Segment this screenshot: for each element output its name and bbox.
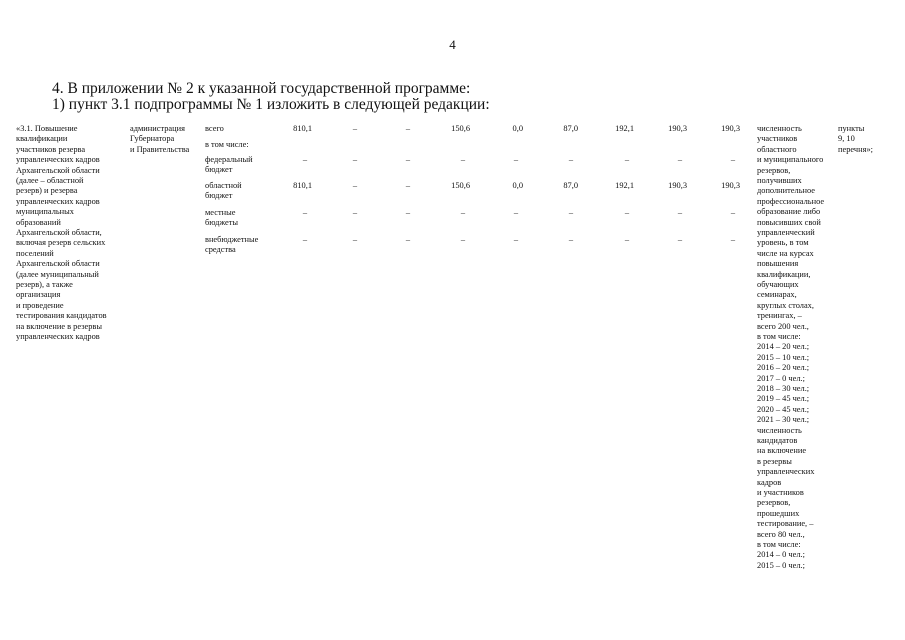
value-dash: – [624, 155, 630, 164]
value-dash: – [677, 155, 683, 164]
result-line: получивших [757, 176, 802, 185]
result-line: участников [757, 134, 798, 144]
result-line: круглых столах, [757, 300, 814, 310]
result-line: дополнительное [757, 186, 816, 196]
funding-source-label: всего [205, 124, 224, 133]
value-cell: 87,0 [563, 181, 578, 190]
result-line: областного [757, 144, 797, 154]
result-line: всего 200 чел., [757, 321, 809, 331]
measure-name-line: участников резерва [16, 144, 86, 154]
value-dash: – [568, 155, 574, 164]
result-line: и муниципального [757, 155, 824, 165]
reference-line: 9, 10 [838, 134, 855, 144]
executor-line: Губернатора [130, 134, 175, 144]
value-dash: – [568, 208, 574, 217]
result-line: всего 80 чел., [757, 529, 805, 539]
reference-line: перечня»; [838, 144, 873, 154]
result-line: 2015 – 10 чел.; [757, 352, 810, 362]
funding-source-label: местные бюджеты [205, 208, 239, 228]
result-line: образование либо [757, 207, 821, 217]
value-dash: – [513, 155, 519, 164]
measure-name-line: Архангельской области, [16, 228, 102, 237]
measure-name-line: поселений [16, 248, 54, 258]
result-line: уровень, в том [757, 238, 809, 248]
result-line: в том числе: [757, 540, 801, 549]
result-line: на включение [757, 446, 807, 456]
value-cell: 0,0 [512, 124, 523, 133]
executor-line: и Правительства [130, 144, 190, 154]
result-line: 2017 – 0 чел.; [757, 373, 805, 383]
measure-name-line: на включение в резервы [16, 321, 102, 331]
result-line: профессиональное [757, 196, 825, 206]
result-line: 2014 – 20 чел.; [757, 342, 810, 352]
value-dash: – [405, 208, 411, 217]
value-cell: 0,0 [512, 181, 523, 190]
value-cell: 190,3 [721, 124, 740, 133]
measure-name-line: (далее муниципальный [16, 269, 99, 279]
value-dash: – [460, 208, 466, 217]
value-cell: 190,3 [721, 181, 740, 190]
result-line: повысивших свой [757, 217, 821, 227]
result-line: численность [757, 425, 802, 435]
value-dash: – [460, 155, 466, 164]
result-line: 2019 – 45 чел.; [757, 394, 810, 404]
value-dash: – [624, 235, 630, 244]
result-line: прошедших [757, 508, 800, 518]
value-cell: 192,1 [615, 181, 634, 190]
result-line: управленческих [757, 467, 815, 477]
result-line: и участников [757, 488, 804, 497]
value-cell: 190,3 [668, 181, 687, 190]
value-dash: – [405, 155, 411, 164]
value-dash: – [730, 155, 736, 164]
reference-line: пункты [838, 124, 865, 133]
value-dash: – [460, 235, 466, 244]
value-dash: – [352, 235, 358, 244]
executor-line: администрация [130, 124, 185, 133]
result-line: численность [757, 124, 802, 133]
result-line: 2014 – 0 чел.; [757, 550, 805, 560]
measure-name-line: управленческих кадров [16, 155, 100, 165]
result-line: в резервы [757, 456, 792, 466]
value-dash: – [405, 124, 411, 133]
measure-name-line: резерв), а также [16, 280, 73, 289]
value-cell: 190,3 [668, 124, 687, 133]
measure-name-line: квалификации [16, 134, 68, 144]
result-line: семинарах, [757, 290, 797, 300]
value-dash: – [302, 235, 308, 244]
result-line: резервов, [757, 498, 791, 508]
measure-name-line: «3.1. Повышение [16, 124, 78, 133]
value-dash: – [730, 208, 736, 217]
result-line: квалификации, [757, 269, 811, 279]
measure-name-line: муниципальных [16, 207, 74, 217]
value-cell: 87,0 [563, 124, 578, 133]
result-line: тестирование, – [757, 519, 814, 529]
measure-name-line: управленческих кадров [16, 196, 100, 206]
value-dash: – [302, 155, 308, 164]
measure-name-line: Архангельской области [16, 259, 100, 269]
value-dash: – [405, 235, 411, 244]
value-dash: – [352, 155, 358, 164]
value-dash: – [568, 235, 574, 244]
heading-line-1: 4. В приложении № 2 к указанной государственной программе: [52, 80, 471, 97]
result-line: управленческий [757, 228, 815, 237]
result-line: числе на курсах [757, 248, 814, 258]
result-line: 2015 – 0 чел.; [757, 560, 805, 570]
result-line: обучающих [757, 280, 799, 289]
value-dash: – [352, 181, 358, 190]
measure-name-line: управленческих кадров [16, 332, 100, 341]
result-line: повышения [757, 259, 799, 269]
result-line: кадров [757, 477, 782, 487]
value-dash: – [302, 208, 308, 217]
result-line: кандидатов [757, 436, 798, 445]
value-dash: – [677, 235, 683, 244]
value-cell: 810,1 [293, 124, 312, 133]
value-cell: 150,6 [451, 124, 470, 133]
measure-name-line: организация [16, 290, 61, 300]
value-dash: – [513, 208, 519, 217]
value-dash: – [405, 181, 411, 190]
page-number: 4 [449, 37, 456, 52]
measure-name-line: тестирования кандидатов [16, 311, 107, 321]
result-line: 2021 – 30 чел.; [757, 415, 810, 425]
value-dash: – [352, 124, 358, 133]
measure-name-line: и проведение [16, 300, 64, 310]
value-dash: – [352, 208, 358, 217]
value-dash: – [513, 235, 519, 244]
measure-name-line: образований [16, 217, 61, 227]
funding-source-label: в том числе: [205, 140, 249, 149]
value-cell: 192,1 [615, 124, 634, 133]
value-cell: 810,1 [293, 181, 312, 190]
funding-source-label: внебюджетные средства [205, 235, 259, 255]
funding-source-label: областной бюджет [205, 181, 242, 201]
funding-source-label: федеральный бюджет [205, 155, 253, 175]
measure-name-line: резерв) и резерва [16, 186, 78, 196]
measure-name-line: Архангельской области [16, 165, 100, 175]
value-dash: – [730, 235, 736, 244]
result-line: тренингах, – [757, 311, 802, 321]
result-line: 2018 – 30 чел.; [757, 384, 810, 393]
heading-line-2: 1) пункт 3.1 подпрограммы № 1 изложить в следующей редакции: [52, 96, 490, 113]
result-line: в том числе: [757, 332, 801, 341]
measure-name-line: включая резерв сельских [16, 238, 106, 248]
value-cell: 150,6 [451, 181, 470, 190]
result-line: резервов, [757, 165, 791, 175]
result-line: 2016 – 20 чел.; [757, 363, 810, 373]
value-dash: – [624, 208, 630, 217]
measure-name-line: (далее – областной [16, 176, 84, 185]
value-dash: – [677, 208, 683, 217]
result-line: 2020 – 45 чел.; [757, 404, 810, 414]
